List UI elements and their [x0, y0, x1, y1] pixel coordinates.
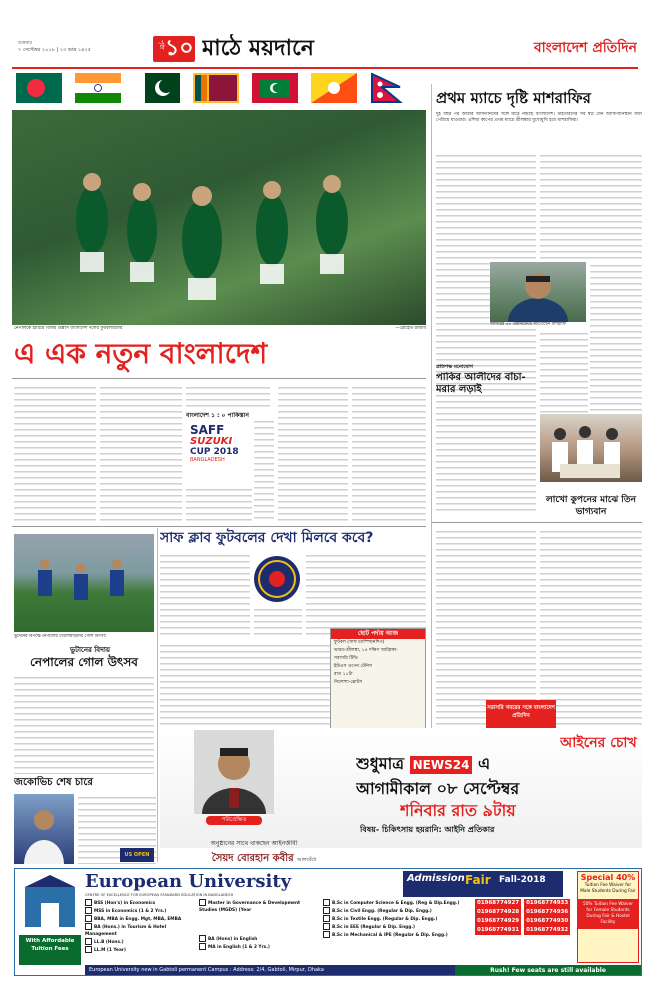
india-flag-icon	[75, 73, 121, 103]
eu-program: BBA, MBA in Engg. Mgt, MBA, EMBA	[85, 915, 197, 923]
cricket-headline: প্রথম ম্যাচে দৃষ্টি মাশরাফির	[436, 89, 591, 107]
bhutan-headline: নেপালের গোল উৎসব	[30, 655, 138, 669]
ain-ad-credit-line: অনুষ্ঠানের সাথে থাকছেন আইনজীবী	[210, 840, 298, 847]
eu-ad	[14, 868, 642, 976]
players-group	[52, 160, 382, 320]
nepal-match-photo	[14, 534, 154, 632]
score-line: বাংলাদেশ ১ : ০ পাকিস্তান	[186, 412, 249, 419]
eu-special-title: Special 40%	[580, 873, 636, 882]
eu-phone[interactable]: 01968774927	[477, 900, 520, 906]
eu-program: B.Sc in Textile Engg. (Regular & Dip. Engg.)	[323, 915, 473, 923]
pakistan-flag-icon	[134, 73, 180, 103]
masrafi-photo	[490, 262, 586, 322]
section-spot: প্রতিপক্ষ মনোযোগ	[436, 364, 473, 370]
day-label: শুক্রবার	[18, 41, 32, 46]
main-story-col2	[100, 384, 182, 522]
nepal-match-caption: ভুটানের বিপক্ষে নেপালের খেলোয়াড়দের গোল উৎসব	[14, 634, 106, 639]
main-photo-credit: —রোহেত রাজীব	[395, 326, 426, 331]
us-open-logo: US OPEN	[120, 848, 154, 862]
cricket-body-right-3	[540, 330, 588, 414]
ain-ad-line3: শনিবার রাত ৯টায়	[400, 801, 516, 820]
main-photo-caption: নেপালকে হারিয়ে বিজয় উল্লাস বাংলাদেশ দলের ফুটবলারদের	[14, 326, 123, 331]
eu-programs-right	[323, 899, 473, 939]
eu-program: B.Sc in Civil Engg. (Regular & Dip. Engg.)	[323, 907, 473, 915]
eu-phone[interactable]: 01968774933	[526, 900, 569, 906]
page-number: ১০	[165, 36, 194, 61]
main-headline: এ এক নতুন বাংলাদেশ	[14, 337, 268, 370]
main-story-col1	[14, 384, 96, 522]
main-story-col3b	[254, 418, 274, 522]
saff-logo-line2: SUZUKI	[190, 436, 233, 447]
saff-club-headline: সাফ ক্লাব ফুটবলের দেখা মিলবে কবে?	[160, 530, 374, 546]
eu-program: LL.B (Hons.)	[85, 938, 197, 946]
small-box-line: সরাসরি টিভি	[334, 656, 358, 661]
page-number-badge	[153, 36, 195, 62]
ain-ad-host-name: সৈয়দ বোরহান কবীর	[211, 853, 294, 864]
saff-logo-emblem	[254, 556, 300, 602]
cricket-body-right	[540, 152, 642, 262]
eu-admission-fair	[403, 871, 563, 897]
small-box-line: ইউএস ওপেন টেনিস	[334, 664, 372, 669]
coupon-headline: লাখো কুপনের মাঝে তিন ভাগ্যবান	[546, 495, 636, 517]
flags-banner	[14, 70, 426, 108]
small-box-line: ফুটবল (সাফ চ্যাম্পিয়নশিপ)	[334, 640, 385, 645]
page-header	[0, 0, 650, 70]
ain-ad-tag: পরিপ্রেক্ষিত	[206, 816, 262, 825]
ain-ad-line1	[356, 752, 636, 776]
eu-program: BA (Hons.) in Tourism & Hotel Management	[85, 925, 167, 937]
host-photo	[194, 730, 274, 814]
main-story-col5	[352, 384, 426, 522]
saff-logo-line1: SAFF	[190, 424, 225, 437]
eu-phone[interactable]: 01968774931	[477, 927, 520, 933]
saff-club-col2	[254, 606, 302, 638]
eu-phone[interactable]: 01968774932	[526, 927, 569, 933]
date-line: ৭ সেপ্টেম্বর ২০১৮ | ২৩ ভাদ্র ১৪২৫	[18, 47, 92, 53]
bangladesh-flag-icon	[16, 73, 62, 103]
eu-fair: Fair	[465, 873, 491, 887]
eu-phone[interactable]: 01968774930	[526, 918, 569, 924]
djokovic-headline: জকোভিচ শেষ চারে	[14, 777, 93, 788]
ain-ad-topic: বিষয়- চিকিৎসায় হয়রানি: আইনি প্রতিকার	[360, 825, 495, 834]
eu-fair-term: Fall-2018	[499, 875, 546, 885]
eu-phones	[475, 899, 575, 935]
saff-logo-line4: BANGLADESH	[190, 457, 225, 463]
eu-program: B.Sc in Mechanical & IPE (Regular & Dip. Engg.)	[323, 931, 473, 939]
djokovic-photo	[14, 794, 74, 864]
maldives-flag-icon	[252, 73, 298, 103]
masrafi-caption: আসরের ৫৮ ওয়ানডেতে জিতেছেন মাশরাফি	[490, 322, 566, 327]
section-title: মাঠে ময়দানে	[202, 36, 314, 61]
eu-admission: Admission	[407, 873, 465, 884]
main-story-col3	[186, 384, 270, 408]
eu-phone[interactable]: 01968774928	[477, 909, 520, 915]
coupon-photo	[540, 414, 642, 482]
small-box-line: রাত ১১টা	[334, 672, 353, 677]
main-story-col3c	[186, 486, 252, 522]
saff-logo-line3: CUP 2018	[190, 447, 239, 457]
saff-logo	[190, 424, 250, 484]
bhutan-headline-small: ভুটানের বিদায়	[69, 646, 111, 654]
main-story-col4	[278, 384, 348, 522]
page-label: পৃষ্ঠা	[158, 40, 165, 50]
eu-name: European University	[85, 871, 292, 892]
ain-ad-host-suffix: আলবেঁধে	[297, 857, 317, 863]
eu-special	[577, 871, 639, 963]
eu-phone[interactable]: 01968774936	[526, 909, 569, 915]
bhutan-story	[14, 674, 154, 774]
eu-program: B.Sc in EEE (Regular & Dip. Engg.)	[323, 923, 473, 931]
box-headline: পাকির আলীদের বাঁচা-মরার লড়াই	[436, 372, 526, 395]
news24-logo: NEWS24	[410, 756, 473, 774]
eu-programs-left	[85, 899, 197, 954]
ain-ad-brand: আইনের চোখ	[560, 735, 637, 751]
eu-program: B.Sc in Computer Science & Engg. (Reg & Dip.Engg.)	[323, 899, 473, 907]
sri-lanka-flag-icon	[193, 73, 239, 103]
right-lower-text-2	[540, 528, 642, 728]
cricket-body-right-2	[590, 262, 642, 412]
eu-subtitle: CENTRE OF EXCELLENCE FOR EUROPEAN STANDARD EDUCATION IN BANGLADESH	[85, 893, 234, 897]
eu-phone[interactable]: 01968774929	[477, 918, 520, 924]
masthead-logo: বাংলাদেশ প্রতিদিন	[533, 40, 637, 56]
ain-ad	[160, 728, 642, 848]
ain-ad-line1-text: শুধুমাত্র	[356, 754, 405, 773]
eu-footer: European University new in Gabtoli permanent Campus : Address: 2/4, Gabtoli, Mirpur, Dhaka	[85, 965, 455, 976]
ain-ad-line2: আগামীকাল ০৮ সেপ্টেম্বর	[356, 779, 520, 798]
right-lower-text-1	[436, 528, 536, 728]
eu-program: BA (Hons) in English	[199, 935, 319, 943]
bangladesh-pratidin-box: সরাসরি খবরের সঙ্গে বাংলাদেশ প্রতিদিন	[486, 700, 556, 728]
eu-special-sub: Tuition Fee Waiver for Male Students During Fair	[580, 883, 636, 894]
eu-program: MSS in Economics (1 & 2 Yrs.)	[85, 907, 197, 915]
small-box-line: নিলোশা-স্লোটস	[334, 680, 363, 685]
eu-program: LL.M (1 Year)	[85, 946, 197, 954]
eu-programs-mid	[199, 899, 319, 951]
eu-program: BSS (Hon's) in Economics	[85, 899, 197, 907]
eu-logo	[19, 873, 81, 935]
saff-club-col3	[306, 552, 426, 638]
ain-ad-line1b: এ	[478, 754, 491, 773]
main-photo	[12, 110, 426, 325]
bhutan-flag-icon	[311, 73, 357, 103]
small-box-line: ভারত-শ্রীলঙ্কা, ১৪ দক্ষিণ আফ্রিকা-	[334, 648, 398, 653]
eu-program: MA in English (1 & 2 Yrs.)	[199, 943, 319, 951]
cricket-intro: দুই বছর পর আবার আফগানদের সঙ্গে মাঠে নামছে বাংলাদেশ। টাইগারদের সব স্বপ্ন যেন আফিগানিস্তান বাধা পেরিয়ে যাওয়ার। এশিয়া কাপের প্রথম ম্যাচে শ্রীলঙ্কার মুখোমুখি হবে মাশরাফিরা।	[436, 112, 642, 123]
eu-waiver50: 50% Tuition Fee Waiver for Female Students During Fair & Hostel Facility	[578, 899, 638, 929]
nepal-flag-icon	[370, 73, 410, 103]
small-box-title: ছোট পর্দায় আজ	[331, 629, 425, 639]
eu-badge: With Affordable Tuition Fees	[19, 935, 81, 965]
eu-program: Master in Governance & Development Studies (MGDS) (Year	[199, 901, 301, 913]
box-body	[436, 398, 536, 512]
eu-rush: Rush! Few seats are still available	[455, 965, 641, 976]
ain-ad-host	[184, 850, 344, 868]
saff-club-col1	[160, 552, 250, 638]
